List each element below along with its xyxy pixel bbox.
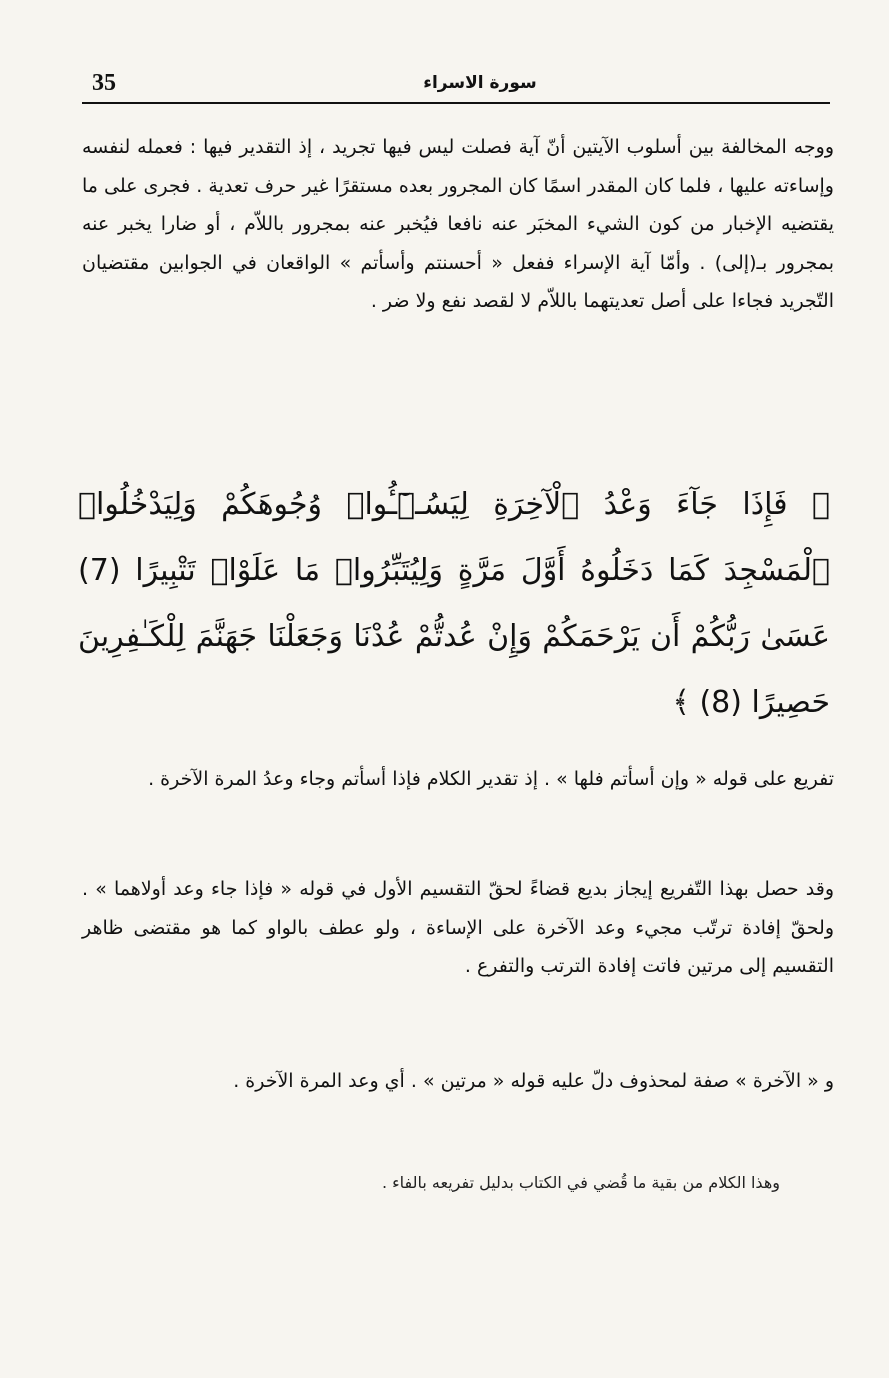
paragraph-akhira: و « الآخرة » صفة لمحذوف دلّ عليه قوله « مرتين » . أي وعد المرة الآخرة . <box>233 1070 834 1092</box>
paragraph-ijaz: وقد حصل بهذا التّفريع إيجاز بديع قضاءً لحقّ التقسيم الأول في قوله « فإذا جاء وعد أولاهما » . ولحقّ إفادة ترتّب مجيء وعد الآخرة على الإساءة ، ولو عطف بالواو كما هو مقتضى ظاهر التقسيم إلى مرتين فاتت إفادة الترتب والتفرع . <box>82 878 834 977</box>
header-divider <box>82 102 830 104</box>
paragraph-continuation: وهذا الكلام من بقية ما قُضي في الكتاب بدليل تفريعه بالفاء . <box>381 1173 780 1192</box>
page-number: 35 <box>92 70 116 96</box>
running-title: سورة الاسراء <box>423 73 537 93</box>
quran-verse-block: ﴿ فَإِذَا جَآءَ وَعْدُ ٱلْآخِرَةِ لِيَسُـۥٓـُٔوا۟ وُجُوهَكُمْ وَلِيَدْخُلُوا۟ ٱلْمَسْجِدَ كَمَا دَخَلُوهُ أَوَّلَ مَرَّةٍ وَلِيُتَبِّرُوا۟ مَا عَلَوْا۟ تَتْبِيرًا (7) عَسَىٰ رَبُّكُمْ أَن يَرْحَمَكُمْ وَإِنْ عُدتُّمْ عُدْنَا وَجَعَلْنَا جَهَنَّمَ لِلْكَـٰفِرِينَ حَصِيرًا (8) ﴾ <box>78 487 830 720</box>
paragraph-tafri: تفريع على قوله « وإن أسأتم فلها » . إذ تقدير الكلام فإذا أسأتم وجاء وعدُ المرة الآخرة . <box>148 768 834 790</box>
paragraph-comparison: ووجه المخالفة بين أسلوب الآيتين أنّ آية فصلت ليس فيها تجريد ، إذ التقدير فيها : فعمله لنفسه وإساءته عليها ، فلما كان المقدر اسمًا كان المجرور بعده مستقرًا غير حرف تعدية . فجرى على ما يقتضيه الإخبار من كون الشيء المخبَر عنه نافعا فيُخبر عنه بمجرور باللاّم ، أو ضارا يخبر عنه بمجرور بـ(إلى) . وأمّا آية الإسراء ففعل « أحسنتم وأسأتم » الواقعان في الجوابين مقتضيان التّجريد فجاءا على أصل تعديتهما باللاّم لا لقصد نفع ولا ضر . <box>82 136 834 312</box>
